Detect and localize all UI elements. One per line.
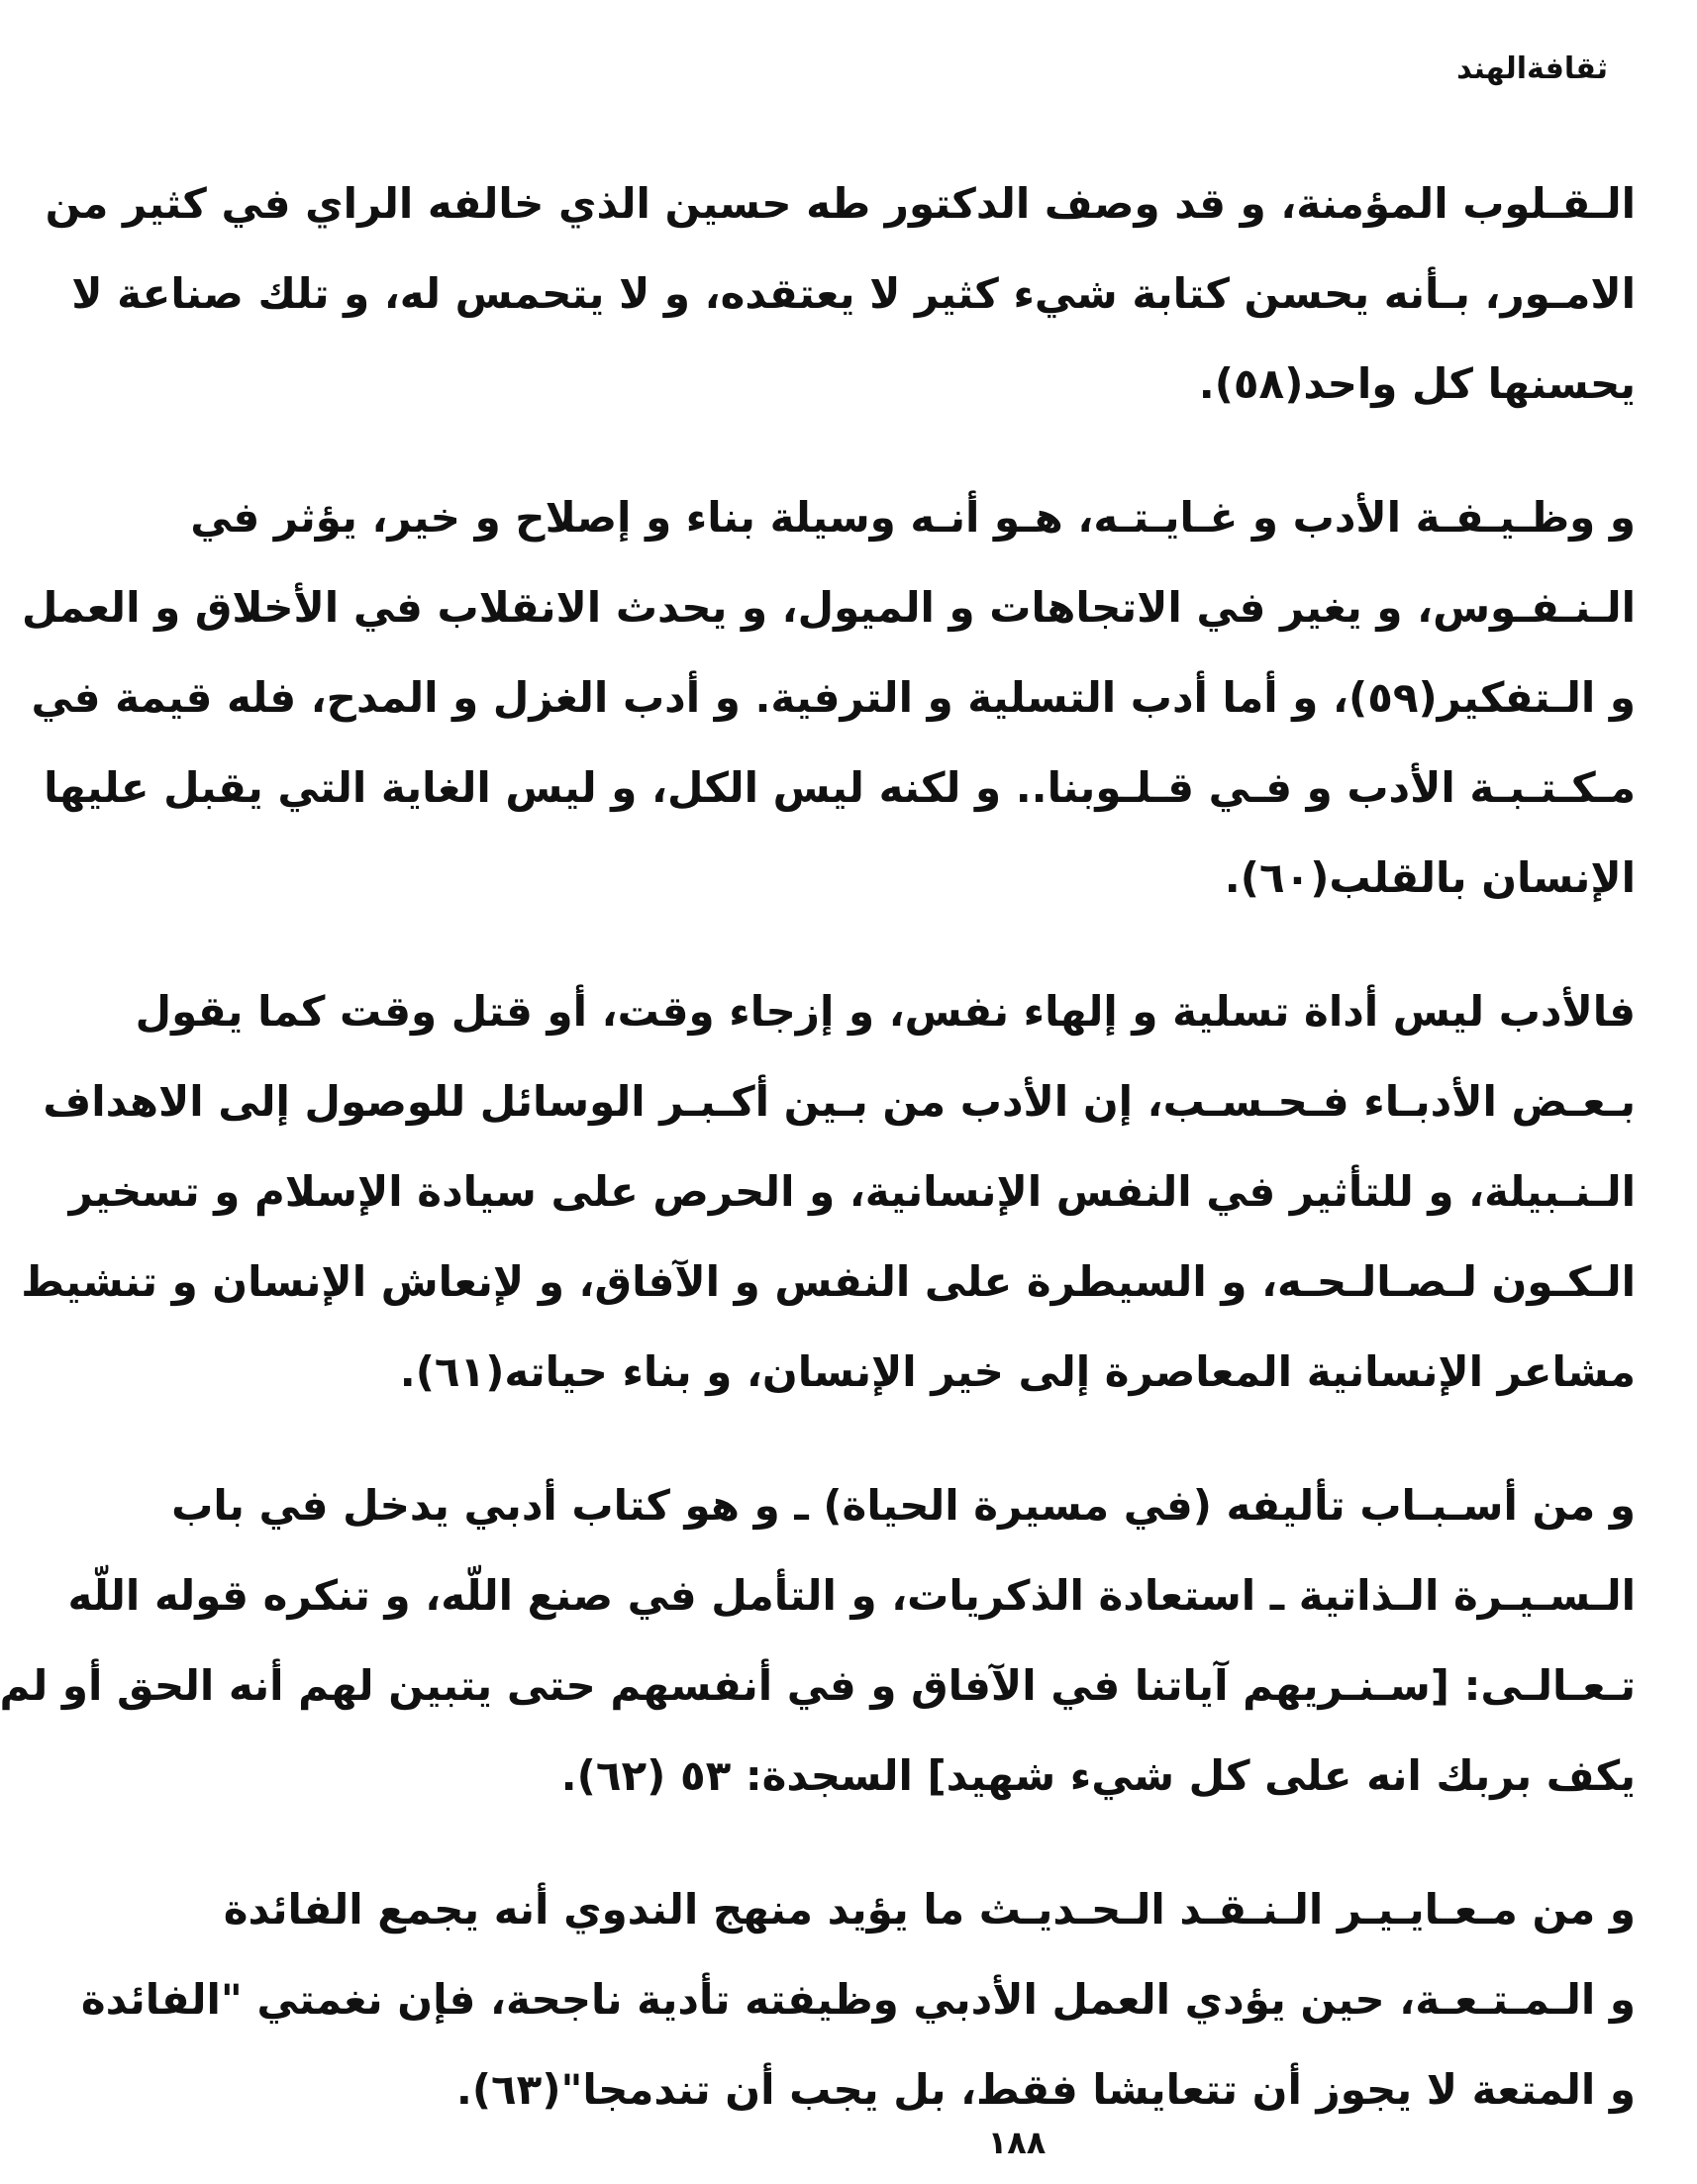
text-line: فالأدب ليس أداة تسلية و إلهاء نفس، و إزجاء وقت، أو قتل وقت كما يقول: [135, 987, 1636, 1036]
text-line: و من مـعـايـيـر الـنـقـد الـحـديـث ما يؤيد منهج الندوي أنه يجمع الفائدة: [223, 1885, 1636, 1934]
text-line: و الـمـتـعـة، حين يؤدي العمل الأدبي وظيفته تأدية ناجحة، فإن نغمتي "الفائدة: [80, 1975, 1636, 2024]
text-line: الـنـفـوس، و يغير في الاتجاهات و الميول، و يحدث الانقلاب في الأخلاق و العمل: [21, 583, 1636, 632]
text-line: مـكـتـبـة الأدب و فـي قـلـوبنا.. و لكنه ليس الكل، و ليس الغاية التي يقبل عليها: [44, 763, 1636, 812]
text-line: بـعـض الأدبـاء فـحـسـب، إن الأدب من بـين أكـبـر الوسائل للوصول إلى الاهداف: [43, 1077, 1636, 1126]
paragraph: [21, 966, 1636, 1417]
text-line: الـقـلوب المؤمنة، و قد وصف الدكتور طه حسين الذي خالفه الراي في كثير من: [45, 179, 1636, 228]
text-line: تـعـالـى: [سـنـريهم آياتنا في الآفاق و في أنفسهم حتى يتبين لهم أنه الحق أو لم: [0, 1661, 1636, 1710]
paragraph: [21, 472, 1636, 923]
text-line: و وظـيـفـة الأدب و غـايـتـه، هـو أنـه وسيلة بناء و إصلاح و خير، يؤثر في: [190, 493, 1636, 542]
paragraph: [80, 1864, 1636, 2134]
text-line: الـسـيـرة الـذاتية ـ استعادة الذكريات، و التأمل في صنع اللّه، و تنكره قوله اللّه: [67, 1571, 1636, 1620]
text-line: الامـور، بـأنه يحسن كتابة شيء كثير لا يعتقده، و لا يتحمس له، و تلك صناعة لا: [71, 269, 1636, 318]
paragraph: [45, 158, 1636, 429]
text-line: يحسنها كل واحد(٥٨).: [1198, 359, 1636, 408]
text-line: الـنـبيلة، و للتأثير في النفس الإنسانية، و الحرص على سيادة الإسلام و تسخير: [68, 1167, 1636, 1216]
text-line: و المتعة لا يجوز أن تتعايشا فقط، بل يجب أن تندمجا"(٦٣).: [455, 2065, 1636, 2114]
text-line: مشاعر الإنسانية المعاصرة إلى خير الإنسان، و بناء حياته(٦١).: [399, 1347, 1636, 1396]
text-line: الإنسان بالقلب(٦٠).: [1224, 853, 1636, 902]
text-line: يكف بربك انه على كل شيء شهيد] السجدة: ٥٣ (٦٢).: [560, 1751, 1636, 1800]
body-text: [0, 158, 1636, 2178]
text-line: و الـتفكير(٥٩)، و أما أدب التسلية و الترفية. و أدب الغزل و المدح، فله قيمة في: [31, 673, 1636, 722]
running-header: ثقافةالهند: [1456, 51, 1608, 86]
text-line: و من أسـبـاب تأليفه (في مسيرة الحياة) ـ و هو كتاب أدبي يدخل في باب: [171, 1481, 1636, 1530]
paragraph: [0, 1460, 1636, 1821]
text-line: الـكـون لـصـالـحـه، و السيطرة على النفس و الآفاق، و لإنعاش الإنسان و تنشيط: [21, 1257, 1636, 1306]
page-number: ١٨٨: [987, 2124, 1047, 2161]
